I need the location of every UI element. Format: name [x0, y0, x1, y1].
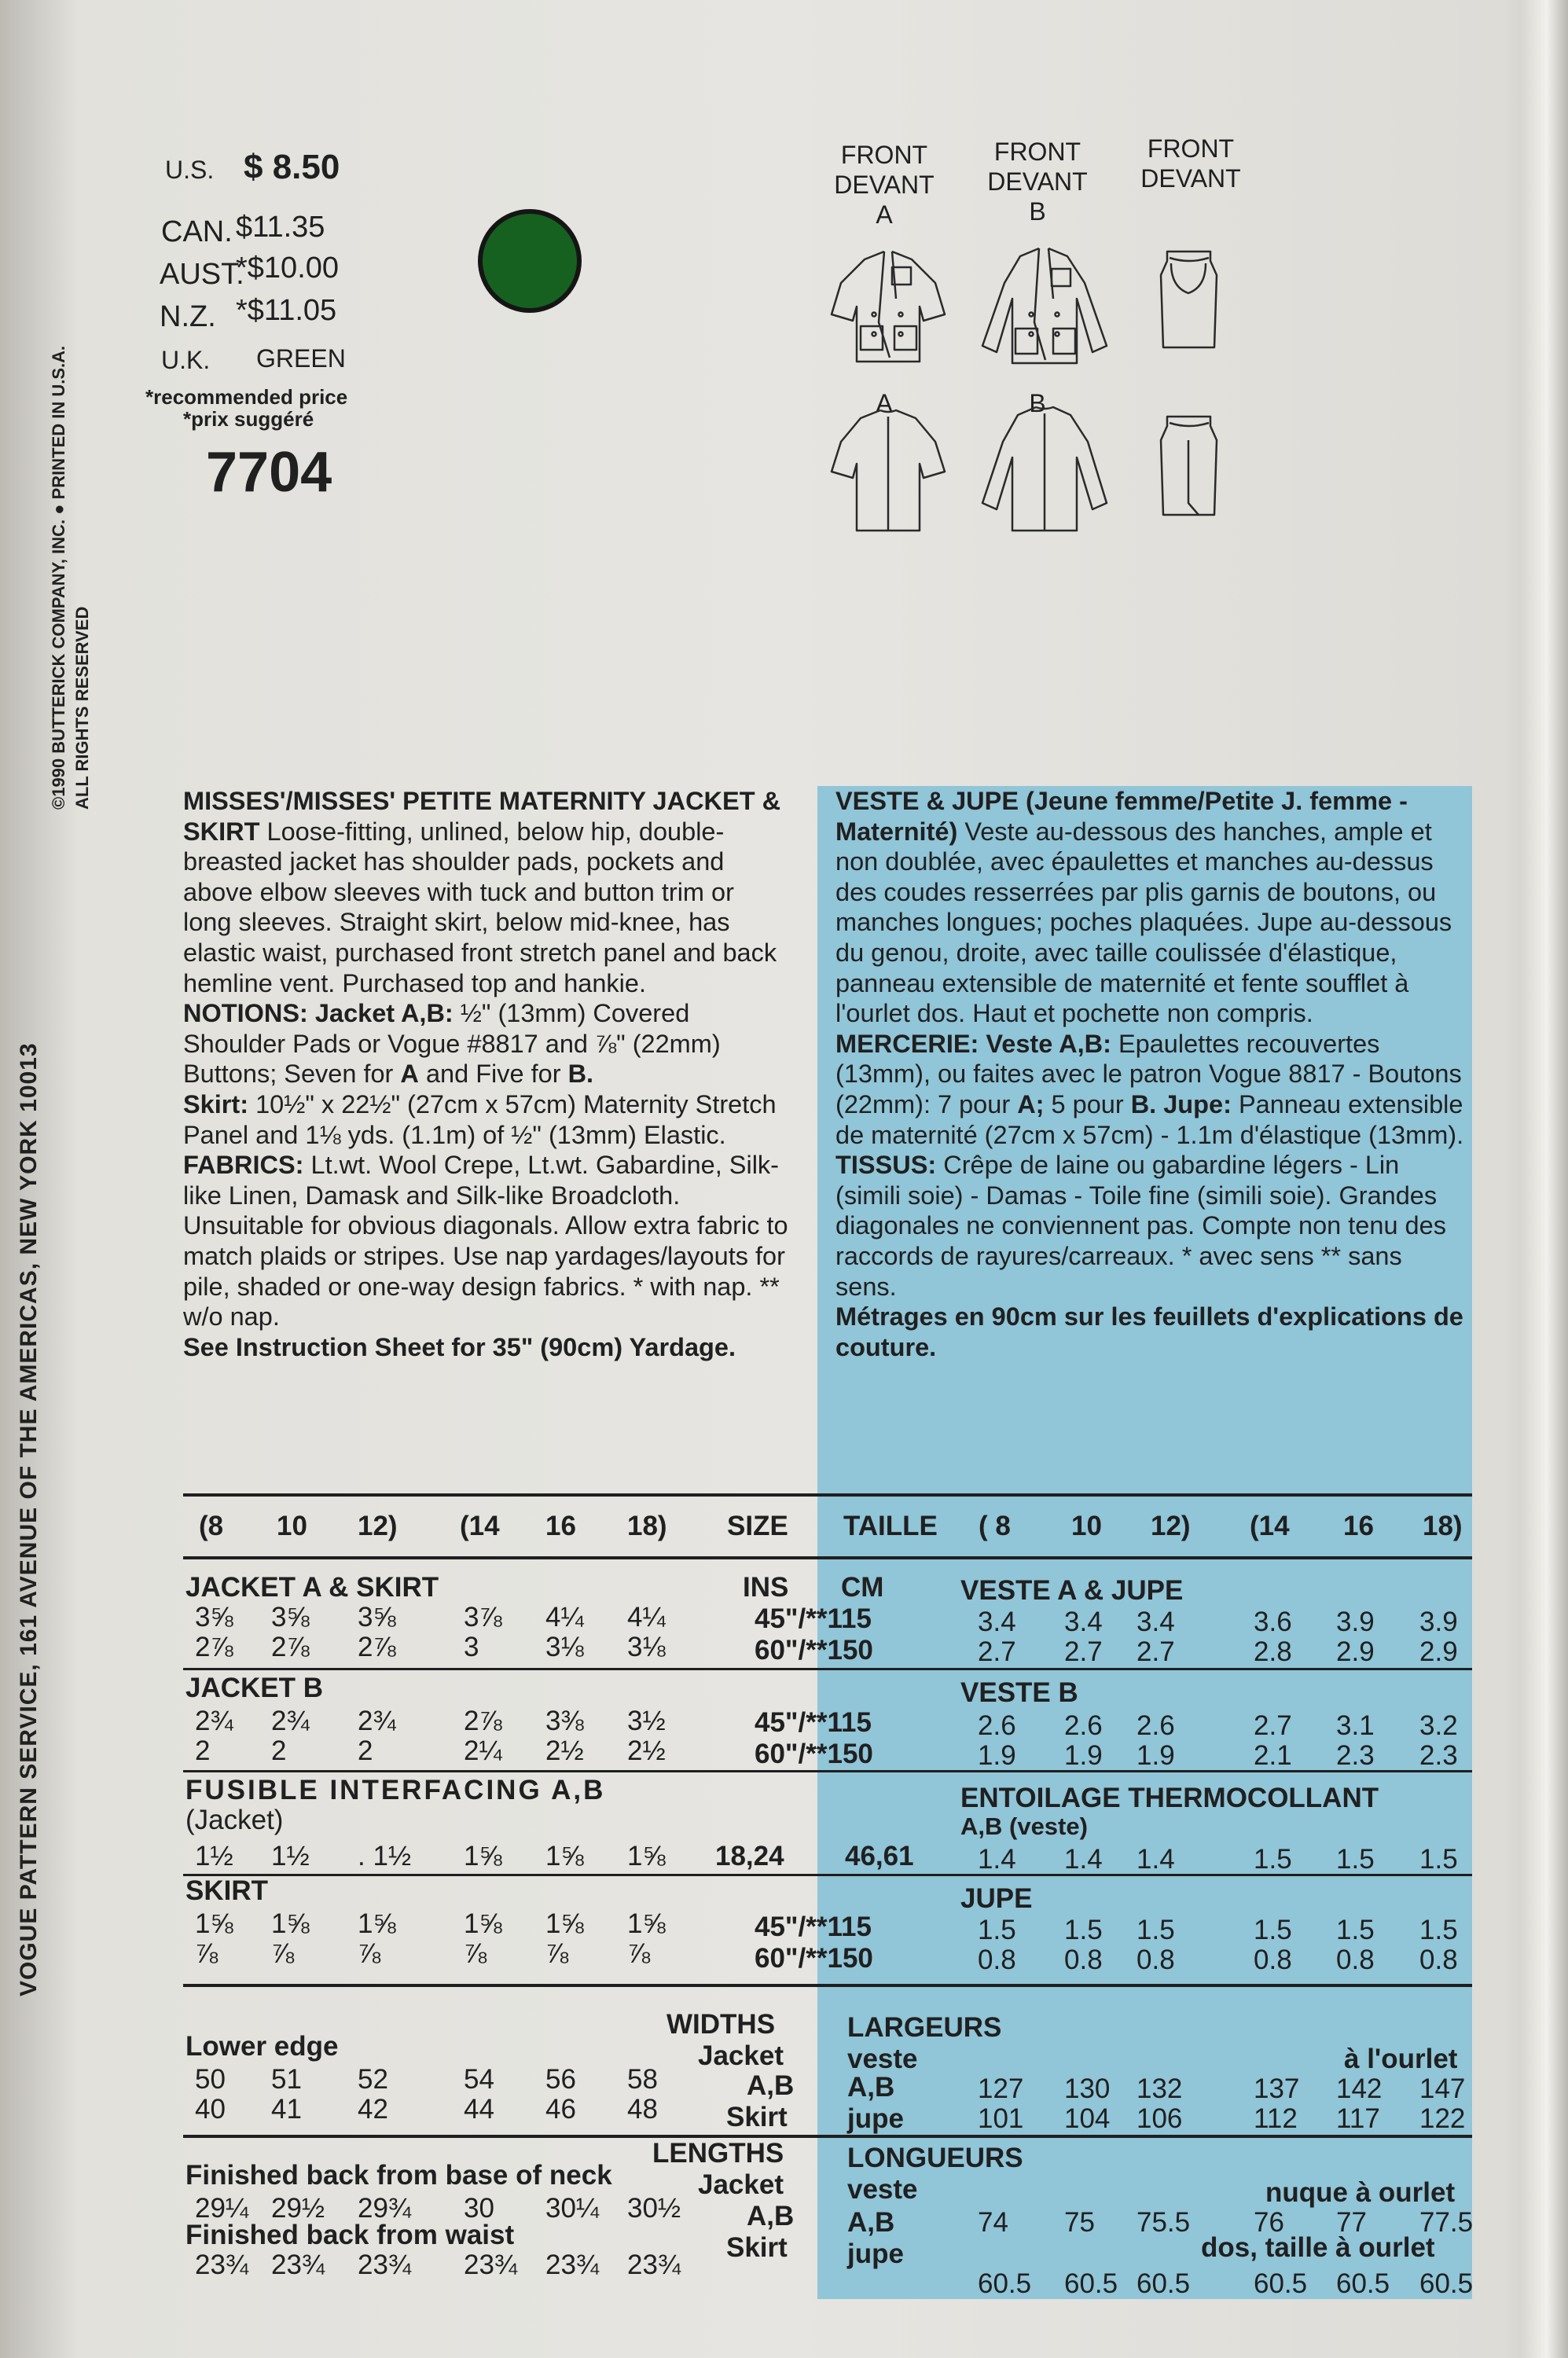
widths-fr-jupe-cell: 104	[1064, 2103, 1111, 2134]
sk-width-45: 45"/**115	[755, 1912, 872, 1942]
jb-fr-115-cell: 2.6	[1064, 1710, 1103, 1741]
jb-en-60-cell: 2	[358, 1735, 373, 1766]
fabrics-label: FABRICS:	[183, 1151, 304, 1180]
jb-en-45-cell: 3½	[627, 1706, 666, 1736]
fi-width-in: 18,24	[715, 1841, 784, 1871]
sk-en-60-cell: ⅞	[545, 1938, 569, 1969]
mercerie-5: 5 pour	[1051, 1089, 1124, 1118]
jas-en-45-cell: 3⅝	[271, 1602, 310, 1633]
jacket-a-front-drawing	[832, 252, 945, 362]
sk-fr-115-cell: 1.5	[978, 1915, 1016, 1945]
jas-fr-115-cell: 3.9	[1336, 1607, 1375, 1637]
jb-en-45-cell: 2¾	[358, 1706, 396, 1736]
lengths-en-skirt-cell: 23¾	[464, 2250, 518, 2280]
jb-fr-115-cell: 2.6	[1137, 1710, 1175, 1741]
widths-en-jacket-cell: 50	[195, 2064, 226, 2095]
fabrics-text: Lt.wt. Wool Crepe, Lt.wt. Gabardine, Silk-like Linen, Damask and Silk-like Broadcloth. Unsuitable for obvious diagonals. Allow extra fabric to match plaids or stripes. Use nap yardages/layouts for pile, shaded or one-way design fabrics. * with nap. ** w/o nap.	[183, 1151, 788, 1331]
size-en-cell: (14	[460, 1511, 500, 1541]
lengths-fr-jupe-cell: 60.5	[1419, 2268, 1474, 2299]
fi-en-cell: . 1½	[358, 1841, 412, 1871]
sk-fr-150-cell: 0.8	[1137, 1945, 1175, 1975]
lengths-fr-veste-cell: 74	[978, 2207, 1008, 2238]
notions-b: B.	[567, 1060, 594, 1089]
size-fr-cell: 18)	[1423, 1511, 1463, 1541]
us-label: U.S.	[165, 156, 215, 184]
sk-fr-150-cell: 0.8	[1419, 1945, 1458, 1975]
english-description	[183, 786, 788, 1362]
nz-price: *$11.05	[236, 294, 337, 327]
sk-en-60-cell: ⅞	[271, 1938, 295, 1969]
jb-en-45-cell: 2⅞	[464, 1706, 502, 1736]
fusible-interfacing-label: FUSIBLE INTERFACING A,B	[185, 1775, 606, 1805]
lengths-fr-veste-cell: 75.5	[1137, 2207, 1191, 2238]
french-description	[835, 786, 1468, 1362]
widths-fr-veste-cell: 132	[1137, 2073, 1183, 2104]
lengths-fr-jupe-cell: 60.5	[1254, 2268, 1308, 2299]
jb-fr-115-cell: 2.7	[1254, 1710, 1292, 1741]
fi-en-cell: 1⅝	[464, 1841, 502, 1871]
lengths-fr-veste-cell: 77.5	[1419, 2207, 1474, 2238]
widths-en-jacket-cell: 58	[627, 2064, 658, 2095]
sk-en-45-cell: 1⅝	[271, 1908, 310, 1939]
widths-fr-veste-cell: 127	[978, 2073, 1024, 2104]
jb-en-60-cell: 2½	[545, 1735, 584, 1766]
jas-en-60-cell: 2⅞	[358, 1632, 396, 1662]
tissus-label: TISSUS:	[835, 1151, 937, 1180]
lengths-fr-jupe-cell: 60.5	[1137, 2268, 1191, 2299]
lengths-en-jacket-cell: 30	[464, 2193, 494, 2224]
fi-en-cell: 1½	[195, 1841, 233, 1871]
lengths-en-jacket-cell: 29½	[271, 2193, 325, 2224]
size-en-cell: (8	[199, 1511, 224, 1541]
jas-fr-115-cell: 3.9	[1419, 1607, 1458, 1637]
jas-en-45-cell: 3⅞	[464, 1602, 502, 1633]
widths-en-skirt-cell: 46	[545, 2094, 576, 2125]
size-label: SIZE	[727, 1511, 788, 1541]
fi-en-cell: 1⅝	[545, 1841, 584, 1871]
lower-edge-label: Lower edge	[185, 2031, 339, 2062]
sk-en-60-cell: ⅞	[464, 1938, 487, 1969]
french-title-2: (Jeune femme/Petite J. femme - Maternité)	[835, 787, 1408, 846]
notions-text-1: ½" (13mm) Covered Shoulder Pads or Vogue #8817 and ⅞" (22mm) Buttons; Seven for	[183, 999, 721, 1089]
widths-skirt-label: Skirt	[726, 2102, 788, 2132]
lengths-label: LENGTHS	[652, 2138, 784, 2169]
jas-en-60-cell: 2⅞	[271, 1632, 310, 1662]
largeurs-ab-label: A,B	[847, 2072, 895, 2103]
jacket-a-back-drawing	[832, 410, 945, 531]
us-price: $ 8.50	[244, 148, 340, 186]
table-rule-widths	[183, 2135, 1472, 2138]
widths-label: WIDTHS	[666, 2009, 776, 2040]
view-label-front-a: FRONT DEVANT A	[834, 141, 935, 229]
jb-fr-150-cell: 1.9	[978, 1740, 1016, 1771]
widths-en-jacket-cell: 56	[545, 2064, 576, 2095]
lengths-ab-label: A,B	[747, 2201, 795, 2231]
jb-en-60-cell: 2¼	[464, 1735, 502, 1766]
jas-fr-150-cell: 2.7	[978, 1636, 1016, 1667]
jb-en-60-cell: 2	[271, 1735, 287, 1766]
jb-fr-150-cell: 2.3	[1336, 1740, 1375, 1771]
view-label-front-b: FRONT DEVANT B	[987, 138, 1088, 226]
widths-en-skirt-cell: 41	[271, 2094, 302, 2125]
aust-label: AUST.	[160, 258, 244, 291]
largeurs-veste-label: veste	[847, 2044, 918, 2074]
size-en-cell: 12)	[358, 1511, 398, 1541]
sk-en-60-cell: ⅞	[627, 1938, 651, 1969]
notions-a: A	[400, 1060, 419, 1089]
sk-fr-115-cell: 1.5	[1137, 1915, 1175, 1945]
jb-fr-150-cell: 1.9	[1137, 1740, 1175, 1771]
widths-fr-veste-cell: 137	[1254, 2073, 1300, 2104]
sk-fr-150-cell: 0.8	[1336, 1945, 1375, 1975]
jas-en-60-cell: 3	[464, 1632, 479, 1662]
lengths-jacket-label: Jacket	[698, 2169, 784, 2200]
cm-label: CM	[841, 1572, 884, 1603]
technical-drawings	[817, 228, 1273, 574]
fi-width-cm: 46,61	[845, 1841, 914, 1871]
lengths-en-skirt-cell: 23¾	[195, 2250, 249, 2280]
french-description-text: Veste au-dessous des hanches, ample et non doublée, avec épaulettes et manches au-dessus des coudes resserrées par plis garnis de boutons, ou manches longues; poches plaquées. Jupe au-dessous du genou, droite, avec taille coulissée d'élastique, panneau extensible de maternité et fente soufflet à l'ourlet dos. Haut et pochette non compris.	[835, 817, 1452, 1028]
lengths-fr-jupe-cell: 60.5	[1064, 2268, 1118, 2299]
jas-en-60-cell: 3⅛	[627, 1632, 666, 1662]
jas-en-45-cell: 3⅝	[358, 1602, 396, 1633]
jas-width-60: 60"/**150	[755, 1635, 873, 1666]
jas-width-45: 45"/**115	[755, 1603, 872, 1634]
widths-fr-jupe-cell: 112	[1254, 2103, 1298, 2134]
sk-en-45-cell: 1⅝	[195, 1908, 233, 1939]
lengths-skirt-label: Skirt	[726, 2232, 788, 2263]
sk-en-60-cell: ⅞	[195, 1938, 218, 1969]
jacket-b-back-drawing	[982, 407, 1107, 531]
sk-fr-115-cell: 1.5	[1419, 1915, 1458, 1945]
view-label-front-c: FRONT DEVANT	[1140, 134, 1241, 193]
jas-fr-115-cell: 3.4	[1137, 1607, 1175, 1637]
sk-width-60: 60"/**150	[755, 1943, 873, 1974]
widths-fr-jupe-cell: 122	[1419, 2103, 1466, 2134]
can-price: $11.35	[236, 211, 325, 244]
jas-fr-150-cell: 2.9	[1419, 1636, 1458, 1667]
widths-en-jacket-cell: 51	[271, 2064, 302, 2095]
lengths-fr-veste-cell: 77	[1336, 2207, 1367, 2238]
widths-fr-veste-cell: 147	[1419, 2073, 1466, 2104]
view-label-back-b: B	[1029, 389, 1046, 417]
uk-label: U.K.	[161, 346, 211, 374]
jupe-label: JUPE	[960, 1883, 1033, 1914]
jb-en-45-cell: 2¾	[271, 1706, 310, 1736]
lengths-fr-veste-cell: 75	[1064, 2207, 1095, 2238]
jb-fr-150-cell: 1.9	[1064, 1740, 1103, 1771]
fusible-jacket-label: (Jacket)	[185, 1805, 284, 1835]
table-rule-top	[183, 1493, 1472, 1497]
mercerie-text-2: Panneau extensible de maternité (27cm x 57cm) - 1.1m d'élastique (13mm).	[835, 1089, 1464, 1149]
widths-en-skirt-cell: 40	[195, 2094, 226, 2125]
fi-fr-cell: 1.4	[1064, 1844, 1103, 1875]
sk-en-45-cell: 1⅝	[358, 1908, 396, 1939]
widths-fr-jupe-cell: 106	[1137, 2103, 1183, 2134]
notions-skirt-label: Skirt:	[183, 1089, 249, 1118]
sk-fr-150-cell: 0.8	[1064, 1945, 1103, 1975]
metrages-note: Métrages en 90cm sur les feuillets d'explications de couture.	[835, 1302, 1463, 1361]
a-l-ourlet-label: à l'ourlet	[1344, 2044, 1458, 2074]
widths-ab-label: A,B	[747, 2070, 795, 2101]
size-fr-cell: ( 8	[979, 1511, 1011, 1541]
lengths-en-jacket-cell: 30¼	[545, 2193, 600, 2224]
fi-fr-cell: 1.5	[1336, 1844, 1375, 1875]
aust-price: *$10.00	[236, 252, 340, 285]
mercerie-b: B.	[1130, 1089, 1157, 1118]
green-price-dot	[478, 209, 582, 313]
widths-en-skirt-cell: 42	[358, 2094, 388, 2125]
widths-fr-jupe-cell: 117	[1336, 2103, 1380, 2134]
sk-fr-115-cell: 1.5	[1064, 1915, 1103, 1945]
veste-b-label: VESTE B	[960, 1677, 1078, 1708]
mercerie-a: A;	[1017, 1089, 1045, 1118]
lengths-en-skirt-cell: 23¾	[358, 2250, 412, 2280]
copyright-line-2: ALL RIGHTS RESERVED	[72, 606, 92, 810]
widths-fr-jupe-cell: 101	[978, 2103, 1024, 2134]
nuque-label: nuque à ourlet	[1265, 2177, 1456, 2208]
table-rule-sizes	[183, 1556, 1472, 1559]
jas-fr-150-cell: 2.7	[1064, 1636, 1103, 1667]
widths-en-skirt-cell: 44	[464, 2094, 494, 2125]
jas-en-45-cell: 4¼	[627, 1602, 666, 1633]
ins-label: INS	[743, 1572, 789, 1603]
size-fr-cell: 10	[1071, 1511, 1102, 1541]
entoilage-sub-label: A,B (veste)	[960, 1813, 1088, 1840]
fi-fr-cell: 1.4	[978, 1844, 1016, 1875]
sk-fr-115-cell: 1.5	[1336, 1915, 1375, 1945]
lengths-en-jacket-cell: 29¼	[195, 2193, 249, 2224]
jb-en-45-cell: 3⅜	[545, 1706, 584, 1736]
can-label: CAN.	[161, 215, 233, 248]
lengths-en-jacket-cell: 29¾	[358, 2193, 412, 2224]
prix-suggere-note: *prix suggéré	[183, 407, 314, 431]
widths-en-jacket-cell: 54	[464, 2064, 494, 2095]
recommended-price-note: *recommended price	[145, 385, 348, 409]
publisher-address: VOGUE PATTERN SERVICE, 161 AVENUE OF THE AMERICAS, NEW YORK 10013	[16, 1042, 42, 1996]
sk-fr-150-cell: 0.8	[978, 1945, 1016, 1975]
sk-fr-115-cell: 1.5	[1254, 1915, 1292, 1945]
widths-jacket-label: Jacket	[698, 2040, 784, 2071]
english-title: MISSES'/MISSES' PETITE MATERNITY JACKET & SKIRT	[183, 787, 781, 846]
see-instruction-sheet: See Instruction Sheet for 35" (90cm) Yardage.	[183, 1332, 736, 1361]
jas-en-45-cell: 3⅝	[195, 1602, 233, 1633]
veste-a-jupe-label: VESTE A & JUPE	[960, 1575, 1184, 1606]
copyright-line-1: ©1990 BUTTERICK COMPANY, INC. ● PRINTED IN U.S.A.	[49, 345, 68, 810]
copyright-text	[47, 102, 94, 810]
lengths-fr-jupe-cell: 60.5	[1336, 2268, 1390, 2299]
jb-fr-115-cell: 3.1	[1336, 1710, 1375, 1741]
longueurs-ab-label: A,B	[847, 2207, 895, 2238]
sk-fr-150-cell: 0.8	[1254, 1945, 1292, 1975]
widths-fr-veste-cell: 130	[1064, 2073, 1111, 2104]
jacket-b-label: JACKET B	[185, 1673, 324, 1703]
english-description-text: Loose-fitting, unlined, below hip, double-breasted jacket has shoulder pads, pockets and above elbow sleeves with tuck and button trim or long sleeves. Straight skirt, below mid-knee, has elastic waist, purchased front stretch panel and back hemline vent. Purchased top and hankie.	[183, 817, 777, 997]
table-rule-jas	[183, 1668, 1472, 1670]
jas-en-45-cell: 4¼	[545, 1602, 584, 1633]
sk-en-60-cell: ⅞	[358, 1938, 381, 1969]
lengths-en-skirt-cell: 23¾	[271, 2250, 325, 2280]
widths-en-skirt-cell: 48	[627, 2094, 658, 2125]
jacket-b-front-drawing	[982, 248, 1107, 363]
fi-en-cell: 1⅝	[627, 1841, 666, 1871]
jas-fr-150-cell: 2.7	[1137, 1636, 1175, 1667]
size-fr-cell: (14	[1250, 1511, 1290, 1541]
sk-en-45-cell: 1⅝	[464, 1908, 502, 1939]
tissus-text: Crêpe de laine ou gabardine légers - Lin (simili soie) - Damas - Toile fine (simili soie). Grandes diagonales ne conviennent pas. Compte non tenu des raccords de rayures/carreaux. * avec sens ** sans sens.	[835, 1151, 1446, 1301]
dos-taille-label: dos, taille à ourlet	[1201, 2232, 1435, 2263]
jb-en-60-cell: 2	[195, 1735, 211, 1766]
lengths-fr-veste-cell: 76	[1254, 2207, 1284, 2238]
lengths-fr-jupe-cell: 60.5	[978, 2268, 1032, 2299]
sk-en-45-cell: 1⅝	[545, 1908, 584, 1939]
size-en-cell: 10	[277, 1511, 307, 1541]
lengths-en-skirt-cell: 23¾	[545, 2250, 600, 2280]
jas-fr-115-cell: 3.4	[978, 1607, 1016, 1637]
mercerie-text-1: Epaulettes recouvertes (13mm), ou faites avec le patron Vogue 8817 - Boutons (22mm): 7 pour	[835, 1029, 1462, 1118]
widths-en-jacket-cell: 52	[358, 2064, 388, 2095]
nz-label: N.Z.	[160, 300, 216, 333]
mercerie-label: MERCERIE: Veste A,B:	[835, 1029, 1111, 1058]
jb-en-45-cell: 2¾	[195, 1706, 233, 1736]
pattern-number: 7704	[206, 441, 332, 504]
fi-fr-cell: 1.5	[1254, 1844, 1292, 1875]
uk-value: GREEN	[256, 344, 346, 373]
french-title: VESTE & JUPE	[835, 787, 1019, 815]
jb-fr-150-cell: 2.3	[1419, 1740, 1458, 1771]
fi-fr-cell: 1.5	[1419, 1844, 1458, 1875]
size-en-cell: 18)	[627, 1511, 667, 1541]
jb-en-60-cell: 2½	[627, 1735, 666, 1766]
largeurs-label: LARGEURS	[847, 2012, 1002, 2043]
fi-fr-cell: 1.4	[1137, 1844, 1175, 1875]
notions-and: and Five for	[425, 1060, 561, 1089]
jb-fr-115-cell: 3.2	[1419, 1710, 1458, 1741]
longueurs-jupe-label: jupe	[847, 2239, 904, 2269]
jas-fr-115-cell: 3.4	[1064, 1607, 1103, 1637]
table-rule-skirt	[183, 1984, 1472, 1987]
jb-width-45: 45"/**115	[755, 1707, 872, 1738]
jas-fr-150-cell: 2.9	[1336, 1636, 1375, 1667]
jb-fr-115-cell: 2.6	[978, 1710, 1016, 1741]
longueurs-label: LONGUEURS	[847, 2143, 1023, 2173]
size-en-cell: 16	[545, 1511, 576, 1541]
fi-en-cell: 1½	[271, 1841, 310, 1871]
taille-label: TAILLE	[843, 1511, 938, 1541]
notions-label: NOTIONS:	[183, 999, 308, 1028]
notions-text-2: 10½" x 22½" (27cm x 57cm) Maternity Stretch Panel and 1⅛ yds. (1.1m) of ½" (13mm) Elastic.	[183, 1089, 777, 1149]
largeurs-jupe-label: jupe	[847, 2103, 904, 2134]
size-fr-cell: 12)	[1151, 1511, 1191, 1541]
skirt-front-drawing	[1161, 252, 1217, 347]
widths-fr-veste-cell: 142	[1336, 2073, 1383, 2104]
view-label-back-a: A	[876, 389, 893, 417]
jas-fr-150-cell: 2.8	[1254, 1636, 1292, 1667]
jas-en-60-cell: 2⅞	[195, 1632, 233, 1662]
entoilage-label: ENTOILAGE THERMOCOLLANT	[960, 1783, 1379, 1813]
mercerie-jupe: Jupe:	[1163, 1089, 1232, 1118]
finished-neck-label: Finished back from base of neck	[185, 2160, 612, 2191]
skirt-label: SKIRT	[185, 1875, 268, 1906]
sk-en-45-cell: 1⅝	[627, 1908, 666, 1939]
envelope-flap-edge	[1521, 0, 1568, 2358]
jacket-a-skirt-label: JACKET A & SKIRT	[185, 1572, 439, 1603]
lengths-en-jacket-cell: 30½	[627, 2193, 681, 2224]
jb-fr-150-cell: 2.1	[1254, 1740, 1292, 1771]
jas-fr-115-cell: 3.6	[1254, 1607, 1292, 1637]
lengths-en-skirt-cell: 23¾	[627, 2250, 681, 2280]
notions-jacket-label: Jacket A,B:	[314, 999, 454, 1028]
skirt-back-drawing	[1161, 417, 1217, 515]
jb-width-60: 60"/**150	[755, 1739, 873, 1769]
jas-en-60-cell: 3⅛	[545, 1632, 584, 1662]
finished-waist-label: Finished back from waist	[185, 2220, 515, 2250]
size-fr-cell: 16	[1343, 1511, 1374, 1541]
longueurs-veste-label: veste	[847, 2174, 918, 2205]
